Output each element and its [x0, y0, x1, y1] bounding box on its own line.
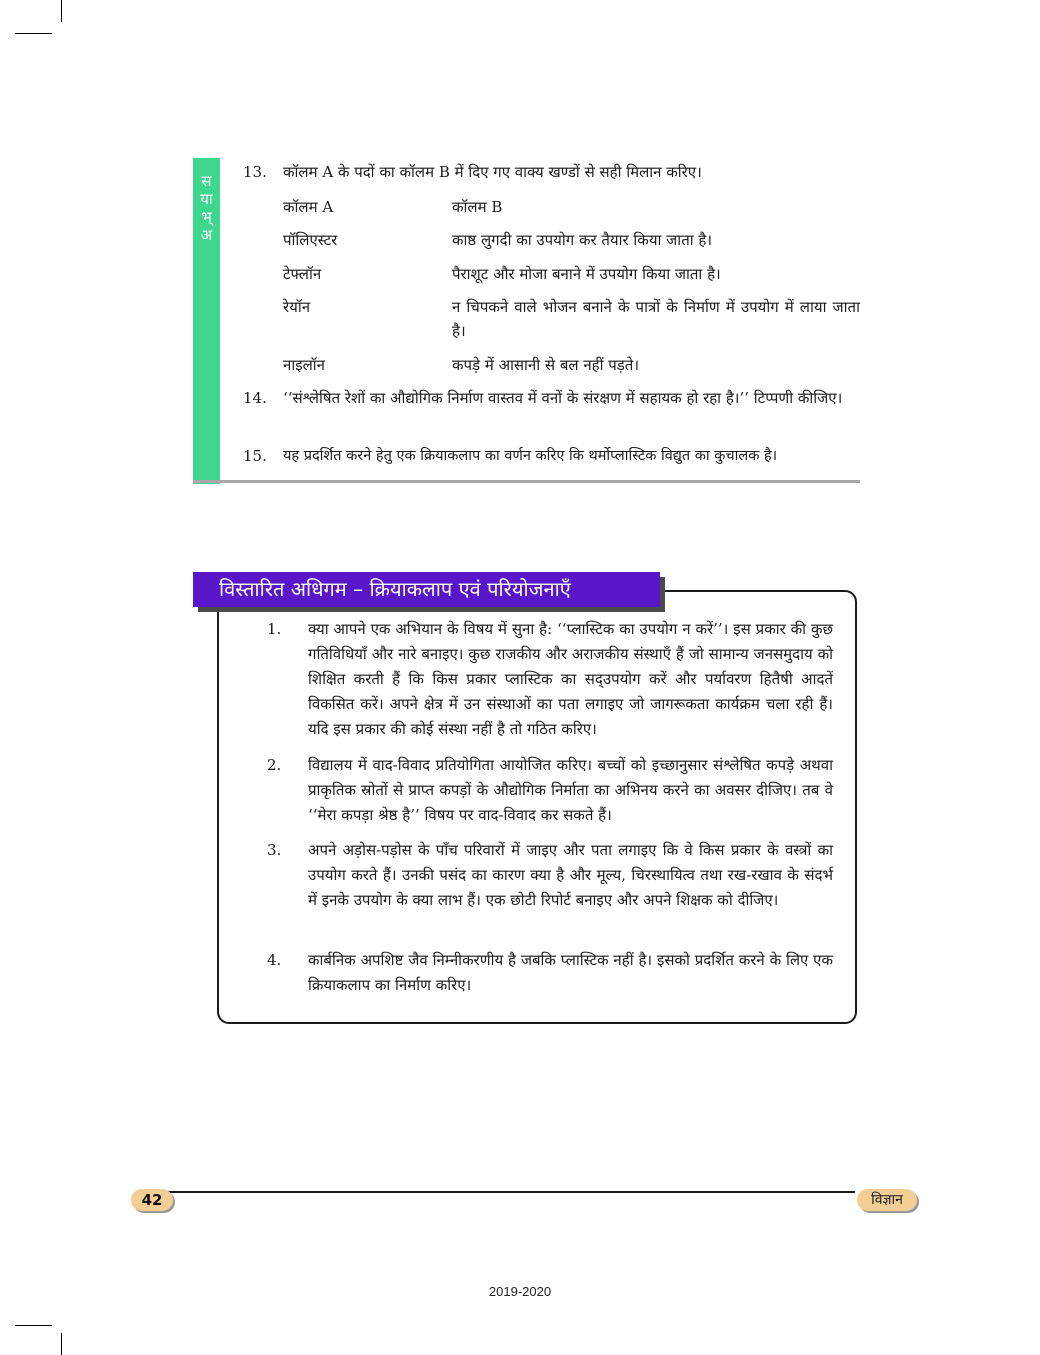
match-row-b: न चिपकने वाले भोजन बनाने के पात्रों के निर्माण में उपयोग में लाया जाता है।: [452, 298, 860, 340]
exercise-sidebar-label: [193, 172, 220, 244]
match-header-b: कॉलम B: [452, 198, 503, 216]
crop-mark: [61, 1333, 62, 1355]
question-text: ‘‘संश्लेषित रेशों का औद्योगिक निर्माण वास्तव में वनों के संरक्षण में सहायक हो रहा है।’’ टिप्पणी कीजिए।: [283, 389, 843, 407]
projects-title: विस्तारित अधिगम – क्रियाकलाप एवं परियोजनाएँ: [193, 572, 660, 607]
crop-mark: [15, 1325, 52, 1326]
crop-mark: [61, 0, 62, 22]
sidebar-char: भ्: [201, 208, 212, 226]
project-number: 4.: [267, 951, 282, 969]
exercise-bottom-rule: [193, 480, 860, 483]
project-number: 2.: [267, 756, 282, 774]
crop-mark: [15, 33, 52, 34]
match-row-a: टेफ्लॉन: [283, 265, 322, 283]
match-header-a: कॉलम A: [283, 198, 334, 216]
subject-label: विज्ञान: [857, 1189, 917, 1211]
project-number: 1.: [267, 620, 282, 638]
sidebar-char: स: [201, 172, 212, 190]
project-text: विद्यालय में वाद-विवाद प्रतियोगिता आयोजित करिए। बच्चों को इच्छानुसार संश्लेषित कपड़े अथवा प्राकृतिक स्रोतों से प्राप्त कपड़ों के औद्योगिक निर्माता का अभिनय करने का अवसर दीजिए। तब वे ‘‘मेरा कपड़ा श्रेष्ठ है’’ विषय पर वाद-विवाद कर सकते हैं।: [308, 756, 833, 824]
question-text: कॉलम A के पदों का कॉलम B में दिए गए वाक्य खण्डों से सही मिलान करिए।: [283, 163, 702, 181]
year-label: 2019-2020: [488, 1284, 552, 1299]
question-number: 15.: [243, 447, 267, 465]
project-text: अपने अड़ोस-पड़ोस के पाँच परिवारों में जाइए और पता लगाइए कि वे किस प्रकार के वस्त्रों का उपयोग करते हैं। उनकी पसंद का कारण क्या है और मूल्य, चिरस्थायित्व तथा रख-रखाव के संदर्भ में इनके उपयोग के क्या लाभ हैं। एक छोटी रिपोर्ट बनाइए और अपने शिक्षक को दीजिए।: [308, 841, 833, 909]
match-row-a: नाइलॉन: [283, 356, 325, 374]
match-row-b: कपड़े में आसानी से बल नहीं पड़ते।: [452, 356, 640, 374]
question-number: 14.: [243, 389, 267, 407]
project-text: क्या आपने एक अभियान के विषय में सुना है: ‘‘प्लास्टिक का उपयोग न करें’’। इस प्रकार की कुछ गतिविधियाँ और नारे बनाइए। कुछ राजकीय और अराजकीय संस्थाएँ हैं जो सामान्य जनसमुदाय को शिक्षित करती हैं कि किस प्रकार प्लास्टिक का सद्उपयोग करें और पर्यावरण हितैषी आदतें विकसित करें। अपने क्षेत्र में उन संस्थाओं का पता लगाइए जो जागरूकता कार्यक्रम चला रही हैं। यदि इस प्रकार की कोई संस्था नहीं है तो गठित करिए।: [308, 620, 833, 738]
page-number: 42: [131, 1189, 173, 1211]
exercise-sidebar: [193, 158, 220, 484]
match-row-a: पॉलिएस्टर: [283, 231, 338, 249]
question-text: यह प्रदर्शित करने हेतु एक क्रियाकलाप का वर्णन करिए कि थर्मोप्लास्टिक विद्युत का कुचालक है।: [283, 448, 778, 464]
sidebar-char: या: [200, 190, 213, 208]
match-row-a: रेयॉन: [283, 298, 311, 316]
footer-rule: [165, 1191, 855, 1193]
project-number: 3.: [267, 841, 282, 859]
project-text: कार्बनिक अपशिष्ट जैव निम्नीकरणीय है जबकि प्लास्टिक नहीं है। इसको प्रदर्शित करने के लिए एक क्रियाकलाप का निर्माण करिए।: [308, 951, 833, 994]
question-number: 13.: [243, 163, 267, 181]
match-row-b: काष्ठ लुगदी का उपयोग कर तैयार किया जाता है।: [452, 231, 713, 249]
match-row-b: पैराशूट और मोजा बनाने में उपयोग किया जाता है।: [452, 265, 721, 283]
sidebar-char: अ: [200, 226, 213, 244]
